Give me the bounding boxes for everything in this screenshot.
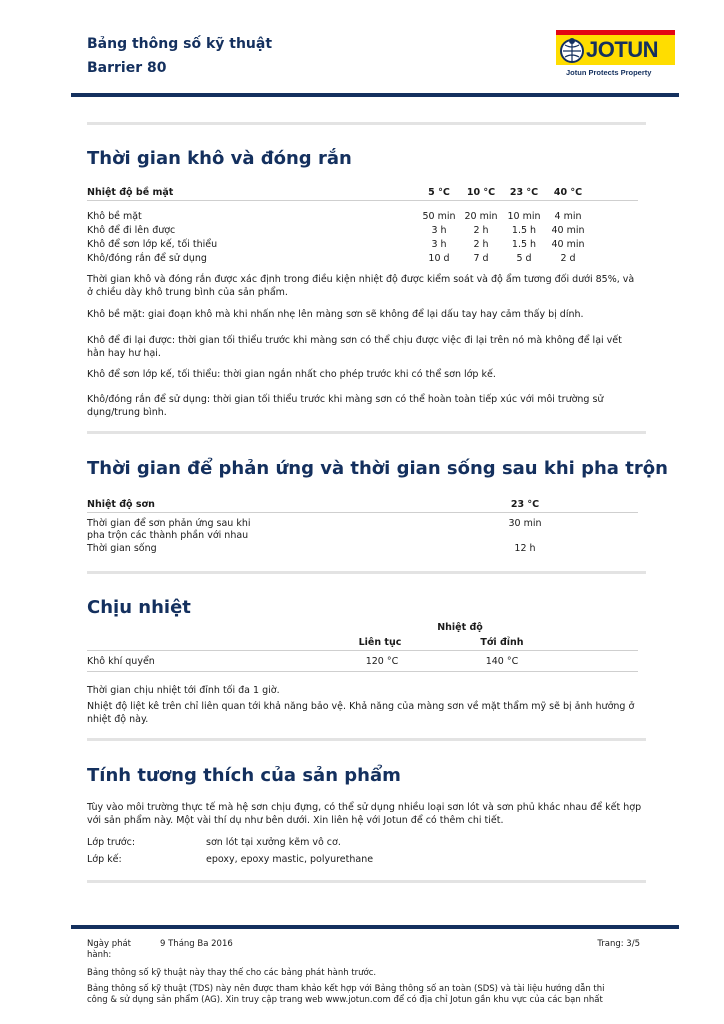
footer-note: Bảng thông số kỹ thuật này thay thế cho các bảng phát hành trước. (87, 968, 377, 978)
drying-note: Khô để đi lại được: thời gian tối thiểu trước khi màng sơn có thể chịu được việc đi lại trên nó mà không để lại vết hằn hay hư hại. (87, 335, 622, 359)
table-rule (87, 200, 638, 201)
row-label: Thời gian để sơn phản ứng sau khi (87, 518, 251, 529)
temperature-group-header: Nhiệt độ (437, 622, 483, 633)
section-separator (87, 571, 646, 574)
cell: 12 h (514, 543, 536, 554)
row-label: pha trộn các thành phần với nhau (87, 530, 249, 541)
logo-wordmark: JOTUN (586, 37, 659, 62)
issue-date-label: hành: (87, 950, 112, 960)
drying-note: Khô bề mặt: giai đoạn khô mà khi nhấn nhẹ lên màng sơn sẽ không để lại dấu tay hay cảm thấy bị dính. (87, 309, 584, 320)
section-separator (87, 122, 646, 125)
section-separator (87, 880, 646, 883)
header-rule (71, 93, 679, 97)
globe-figure-icon (559, 36, 585, 64)
previous-coat-label: Lớp trước: (87, 837, 136, 848)
footer-note: Bảng thông số kỹ thuật (TDS) này nên được tham khảo kết hợp với Bảng thông số an toàn (SDS) và tài liệu hướng dẫn thi (87, 984, 605, 994)
row-label: Thời gian sống (87, 543, 157, 554)
drying-note: Thời gian khô và đóng rắn được xác định trong điều kiện nhiệt độ được kiểm soát và độ ẩm tương đối dưới 85%, và ở chiều dày khô trung bình của sản phẩm. (87, 274, 635, 298)
cell: 40 min (551, 239, 585, 250)
potlife-section-title: Thời gian để phản ứng và thời gian sống sau khi pha trộn (87, 458, 668, 479)
footer-note: công & sử dụng sản phẩm (AG). Xin truy cập trang web www.jotun.com để có địa chỉ Jotun gần khu vực của các bạn nhất (87, 995, 603, 1005)
cell: 10 d (428, 253, 450, 264)
row-label: Khô để sơn lớp kế, tối thiểu (87, 239, 218, 250)
row-label: Khô khí quyển (87, 656, 155, 667)
cell: 1.5 h (511, 225, 537, 236)
cell: 3 h (431, 225, 447, 236)
continuous-header: Liên tục (358, 637, 402, 648)
cell: 30 min (508, 518, 542, 529)
cell: 3 h (431, 239, 447, 250)
row-label: Khô để đi lên được (87, 225, 176, 236)
table-rule (87, 512, 638, 513)
row-label: Khô bề mặt (87, 211, 142, 222)
drying-note: Khô/đóng rắn để sử dụng: thời gian tối thiểu trước khi màng sơn có thể hoàn toàn tiếp xúc với môi trường sử dụng/trung bình. (87, 394, 604, 418)
issue-date: 9 Tháng Ba 2016 (160, 939, 233, 949)
cell: 7 d (473, 253, 489, 264)
product-name: Barrier 80 (87, 60, 167, 76)
cell: 50 min (422, 211, 456, 222)
issue-date-label: Ngày phát (87, 939, 132, 949)
cell: 1.5 h (511, 239, 537, 250)
temp-header-23: 23 °C (509, 187, 539, 198)
compat-intro: Tùy vào môi trường thực tế mà hệ sơn chịu đựng, có thể sử dụng nhiều loại sơn lót và sơn phủ khác nhau để kết hợp với sản phẩm này. Một vài thí dụ như bên dưới. Xin liên hệ với Jotun để có thêm chi tiết. (87, 802, 642, 826)
cell: 2 h (473, 239, 489, 250)
table-rule (87, 671, 638, 672)
cell: 140 °C (485, 656, 519, 667)
cell: 2 h (473, 225, 489, 236)
heat-section-title: Chịu nhiệt (87, 597, 191, 618)
paint-temp-header: Nhiệt độ sơn (87, 499, 155, 510)
document-type: Bảng thông số kỹ thuật (87, 36, 273, 52)
table-rule (87, 650, 638, 651)
cell: 10 min (507, 211, 541, 222)
drying-note: Khô để sơn lớp kế, tối thiểu: thời gian ngắn nhất cho phép trước khi có thể sơn lớp kế. (87, 369, 496, 380)
subsequent-coat-value: epoxy, epoxy mastic, polyurethane (206, 854, 374, 865)
heat-note: Nhiệt độ liệt kê trên chỉ liên quan tới khả năng bảo vệ. Khả năng của màng sơn về mặt thẩm mỹ sẽ bị ảnh hưởng ở nhiệt độ này. (87, 701, 635, 725)
section-separator (87, 431, 646, 434)
heat-note: Thời gian chịu nhiệt tới đỉnh tối đa 1 giờ. (87, 685, 280, 696)
cell: 40 min (551, 225, 585, 236)
page-number: Trang: 3/5 (597, 939, 640, 949)
temp-header-23: 23 °C (510, 499, 540, 510)
row-label: Khô/đóng rắn để sử dụng (87, 253, 207, 264)
cell: 2 d (560, 253, 576, 264)
cell: 20 min (464, 211, 498, 222)
peak-header: Tới đỉnh (480, 637, 524, 648)
surface-temp-header: Nhiệt độ bề mặt (87, 187, 174, 198)
cell: 4 min (554, 211, 582, 222)
subsequent-coat-label: Lớp kế: (87, 854, 122, 865)
footer-rule (71, 925, 679, 929)
drying-section-title: Thời gian khô và đóng rắn (87, 148, 352, 169)
logo-tagline: Jotun Protects Property (566, 68, 652, 77)
cell: 120 °C (365, 656, 399, 667)
temp-header-10: 10 °C (466, 187, 496, 198)
previous-coat-value: sơn lót tại xưởng kẽm vô cơ. (206, 837, 341, 848)
cell: 5 d (516, 253, 532, 264)
temp-header-5: 5 °C (428, 187, 450, 198)
section-separator (87, 738, 646, 741)
temp-header-40: 40 °C (553, 187, 583, 198)
compat-section-title: Tính tương thích của sản phẩm (87, 765, 401, 786)
